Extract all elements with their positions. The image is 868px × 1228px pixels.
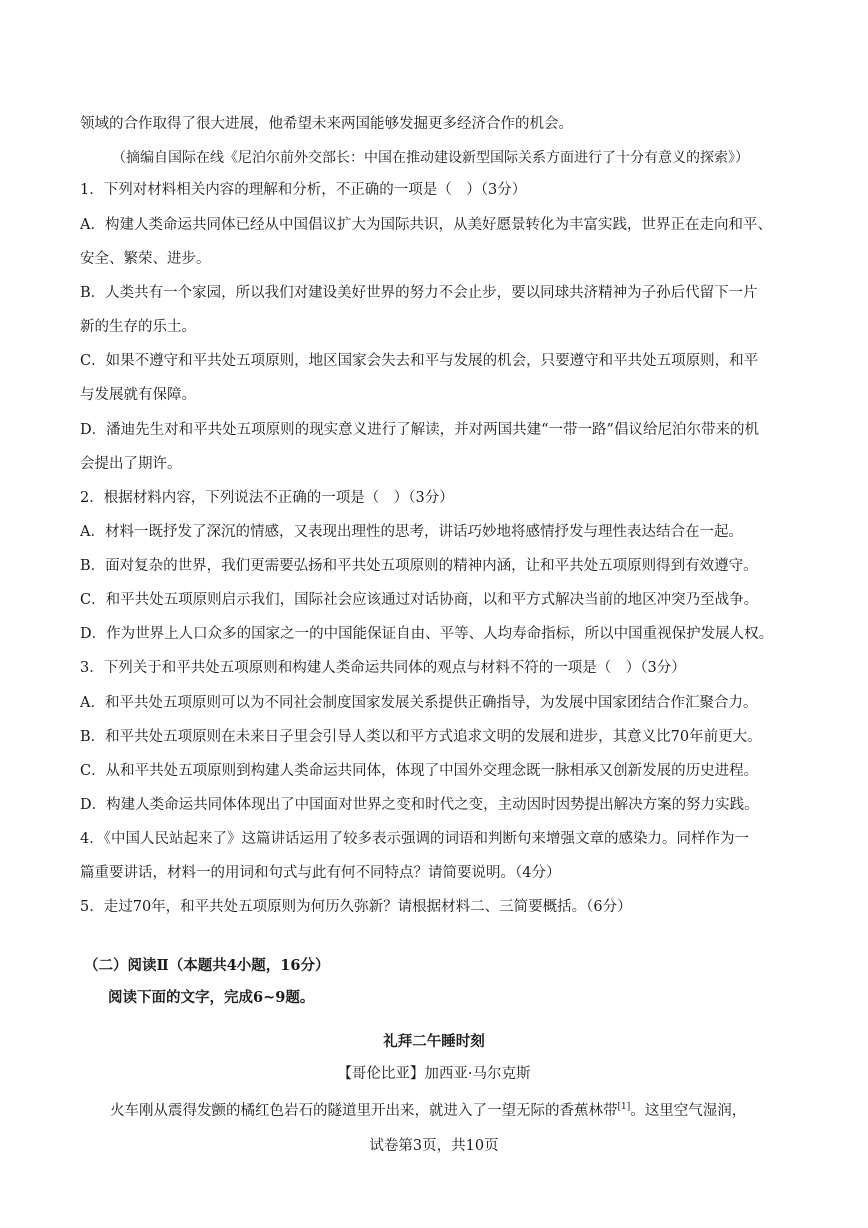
q3-option-c: C．从和平共处五项原则到构建人类命运共同体，体现了中国外交理念既一脉相承又创新发展的历史进程。 bbox=[80, 763, 759, 779]
question-1: 1．下列对材料相关内容的理解和分析，不正确的一项是（ ）（3分） bbox=[80, 182, 527, 198]
q3-option-a: A．和平共处五项原则可以为不同社会制度国家发展关系提供正确指导，为发展中国家团结合作汇聚合力。 bbox=[80, 695, 758, 711]
question-2: 2．根据材料内容，下列说法不正确的一项是（ ）（3分） bbox=[80, 490, 454, 506]
question-3: 3．下列关于和平共处五项原则和构建人类命运共同体的观点与材料不符的一项是（ ）（3分） bbox=[80, 660, 686, 676]
section-instruction: 阅读下面的文字，完成6~9题。 bbox=[108, 989, 315, 1006]
source-citation: （摘编自国际在线《尼泊尔前外交部长：中国在推动建设新型国际关系方面进行了十分有意义的探索》） bbox=[112, 150, 749, 166]
story-author: 【哥伦比亚】加西亚·马尔克斯 bbox=[337, 1066, 531, 1082]
story-paragraph bbox=[110, 1097, 800, 1121]
q2-option-d: D．作为世界上人口众多的国家之一的中国能保证自由、平等、人均寿命指标，所以中国重视保护发展人权。 bbox=[80, 626, 774, 642]
story-title: 礼拜二午睡时刻 bbox=[383, 1033, 485, 1050]
paragraph-text: 火车刚从震得发颤的橘红色岩石的隧道里开出来，就进入了一望无际的香蕉林带 bbox=[110, 1102, 618, 1119]
text-line: 领域的合作取得了很大进展，他希望未来两国能够发掘更多经济合作的机会。 bbox=[80, 116, 573, 132]
question-5: 5．走过70年，和平共处五项原则为何历久弥新？请根据材料二、三简要概括。（6分） bbox=[80, 899, 632, 915]
q1-option-b: B．人类共有一个家园，所以我们对建设美好世界的努力不会止步，要以同球共济精神为子孙后代留下一片 bbox=[80, 285, 758, 301]
section-heading: （二）阅读Ⅱ（本题共4小题，16分） bbox=[84, 957, 330, 974]
paragraph-text-end: 。这里空气湿润， bbox=[630, 1102, 747, 1119]
question-4: 4．《中国人民站起来了》这篇讲话运用了较多表示强调的词语和判断句来增强文章的感染力。同样作为一 bbox=[80, 831, 749, 847]
q3-option-d: D．构建人类命运共同体体现出了中国面对世界之变和时代之变，主动因时因势提出解决方案的努力实践。 bbox=[80, 797, 759, 813]
q3-option-b: B．和平共处五项原则在未来日子里会引导人类以和平方式追求文明的发展和进步，其意义比70年前更大。 bbox=[80, 729, 762, 745]
q2-option-a: A．材料一既抒发了深沉的情感，又表现出理性的思考，讲话巧妙地将感情抒发与理性表达结合在一起。 bbox=[80, 524, 743, 540]
q1-option-a: A．构建人类命运共同体已经从中国倡议扩大为国际共识，从美好愿景转化为丰富实践，世界正在走向和平、 bbox=[80, 217, 772, 233]
q1-option-b-cont: 新的生存的乐土。 bbox=[80, 319, 196, 335]
q2-option-b: B．面对复杂的世界，我们更需要弘扬和平共处五项原则的精神内涵，让和平共处五项原则得到有效遵守。 bbox=[80, 558, 758, 574]
q2-option-c: C．和平共处五项原则启示我们，国际社会应该通过对话协商，以和平方式解决当前的地区冲突乃至战争。 bbox=[80, 592, 759, 608]
page-footer: 试卷第3页，共10页 bbox=[369, 1138, 499, 1154]
q1-option-c: C．如果不遵守和平共处五项原则，地区国家会失去和平与发展的机会，只要遵守和平共处五项原则，和平 bbox=[80, 353, 759, 369]
footnote-marker: [1] bbox=[617, 1102, 631, 1112]
question-4-cont: 篇重要讲话，材料一的用词和句式与此有何不同特点？请简要说明。（4分） bbox=[80, 865, 561, 881]
q1-option-d: D．潘迪先生对和平共处五项原则的现实意义进行了解读，并对两国共建“一带一路”倡议给尼泊尔带来的机 bbox=[80, 422, 759, 438]
q1-option-d-cont: 会提出了期许。 bbox=[80, 456, 182, 472]
q1-option-a-cont: 安全、繁荣、进步。 bbox=[80, 251, 211, 267]
q1-option-c-cont: 与发展就有保障。 bbox=[80, 387, 196, 403]
